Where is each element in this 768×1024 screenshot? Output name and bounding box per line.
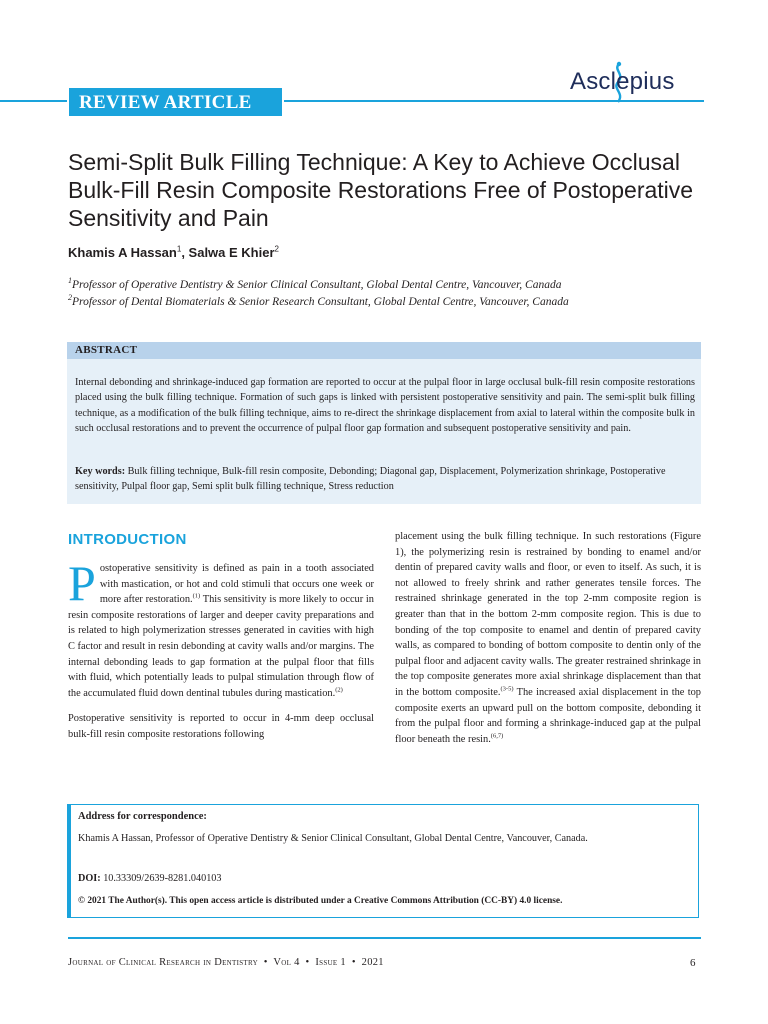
affiliation-text: Professor of Dental Biomaterials & Senior Research Consultant, Global Dental Centre, Vancouver, Canada: [72, 296, 569, 308]
citation-ref: (3-5): [500, 685, 514, 693]
paragraph-text: ostoperative sensitivity is defined as pain in a tooth associated with mastication, or hot and cold stimuli that occurs one week or more after restoration.: [99, 563, 374, 606]
footer-rule: [68, 937, 701, 939]
abstract-heading: ABSTRACT: [75, 344, 138, 356]
affiliation: [68, 293, 569, 308]
citation-ref: (1): [192, 592, 201, 600]
abstract-text: Internal debonding and shrinkage-induced gap formation are reported to occur at the pulpal floor in large occlusal bulk-fill resin composite restorations placed using the bulk filling technique. Formation of such gaps is linked with persistent postoperative sensitivity and pain. The semi-split bulk filling technique, as a modification of the bulk filling technique, aims to re-direct the shrinkage displacement from axial to lateral within the composite bulk in such occlusal restorations and to prevent the occurrence of pulpal floor gap formation and subsequent postoperative sensitivity and pain.: [75, 377, 695, 435]
affiliation-marker: 2: [68, 293, 72, 303]
paragraph-text: placement using the bulk filling technique. In such restorations (Figure 1), the polymerizing resin is restrained by bonding to enamel and/or dentin of prepared cavity walls and floor, or even to itself. As such, it is not allowed to freely shrink and rather generates tensile forces. The restrained shrinkage generated in the top 2-mm composite region is greater than that in the bottom 2-mm composite region. This is due to bonding of the top composite to enamel and dentin of prepared cavity walls, as compared to bonding of bottom composite to dentin only of the pulpal floor and adjacent cavity walls. The greater restrained shrinkage in the top composite generates more axial shrinkage displacement than that in the bottom composite.: [395, 531, 701, 698]
keywords-text: Bulk filling technique, Bulk-fill resin composite, Debonding; Diagonal gap, Displacement, Polymerization shrinkage, Postoperative sensitivity, Pulpal floor gap, Semi split bulk filling technique, Stress reduction: [75, 466, 666, 493]
affiliation: [68, 276, 562, 291]
paragraph-text: This sensitivity is more likely to occur in resin composite restorations of larger and deeper cavity preparations and is related to high polymerization stresses generated in cavities with high C factor and result in resin debonding at cavity walls and/or margins. The internal debonding leads to gap formation at the pulpal floor that fills with fluid, which potentially leads to pulpal stimulation through flow of the accumulated fluid down dentinal tubules during mastication.: [68, 594, 374, 699]
drop-cap: P: [68, 555, 96, 611]
article-title: Semi-Split Bulk Filling Technique: A Key to Achieve Occlusal Bulk-Fill Resin Composite Restorations Free of Postoperative Sensitivity and Pain: [68, 149, 694, 231]
paragraph: [395, 529, 701, 747]
body-column-right: [395, 529, 701, 747]
correspondence-box: [67, 804, 699, 918]
author-affiliation-marker: 2: [274, 244, 279, 254]
doi-link[interactable]: 10.33309/2639-8281.040103: [103, 873, 222, 884]
affiliation-text: Professor of Operative Dentistry & Senior Clinical Consultant, Global Dental Centre, Vancouver, Canada: [72, 279, 562, 291]
section-heading-introduction: INTRODUCTION: [68, 531, 187, 548]
body-column-left: [68, 555, 374, 743]
author-affiliation-marker: 1: [176, 244, 182, 254]
author-name: Salwa E Khier: [188, 245, 275, 260]
abstract-header: [67, 342, 701, 359]
correspondence-heading: Address for correspondence:: [78, 811, 207, 822]
doi: [78, 873, 221, 884]
article-type-badge: [67, 86, 284, 118]
paragraph-text: The increased axial displacement in the top composite exerts an upward pull on the bottom composite, debonding it from the pulpal floor and forming a shrinkage-induced gap at the pulpal floor beneath the resin.: [395, 686, 701, 745]
citation-ref: (6,7): [490, 732, 504, 740]
publisher-logo: [570, 60, 695, 110]
article-type-label: REVIEW ARTICLE: [79, 92, 252, 113]
paragraph: Postoperative sensitivity is reported to occur in 4-mm deep occlusal bulk-fill resin composite restorations following: [68, 713, 374, 740]
author-name: Khamis A Hassan: [68, 245, 177, 260]
keywords-label: Key words:: [75, 466, 126, 477]
abstract-box: [67, 342, 701, 504]
license-statement: © 2021 The Author(s). This open access article is distributed under a Creative Commons Attribution (CC-BY) 4.0 license.: [78, 896, 563, 906]
doi-label: DOI:: [78, 873, 101, 884]
publisher-name: Asclepius: [570, 68, 675, 95]
page-number: 6: [690, 957, 696, 969]
journal-footer: Journal of Clinical Research in Dentistry • Vol 4 • Issue 1 • 2021: [68, 957, 384, 968]
paragraph: [68, 555, 374, 701]
author-list: Khamis A Hassan$^1$, Salwa E Khier$^2$: [68, 244, 279, 260]
citation-ref: (2): [335, 686, 343, 694]
correspondence-text: Khamis A Hassan, Professor of Operative Dentistry & Senior Clinical Consultant, Global Dental Centre, Vancouver, Canada.: [78, 833, 588, 844]
affiliation-marker: 1: [68, 276, 72, 286]
keywords: [75, 464, 695, 495]
